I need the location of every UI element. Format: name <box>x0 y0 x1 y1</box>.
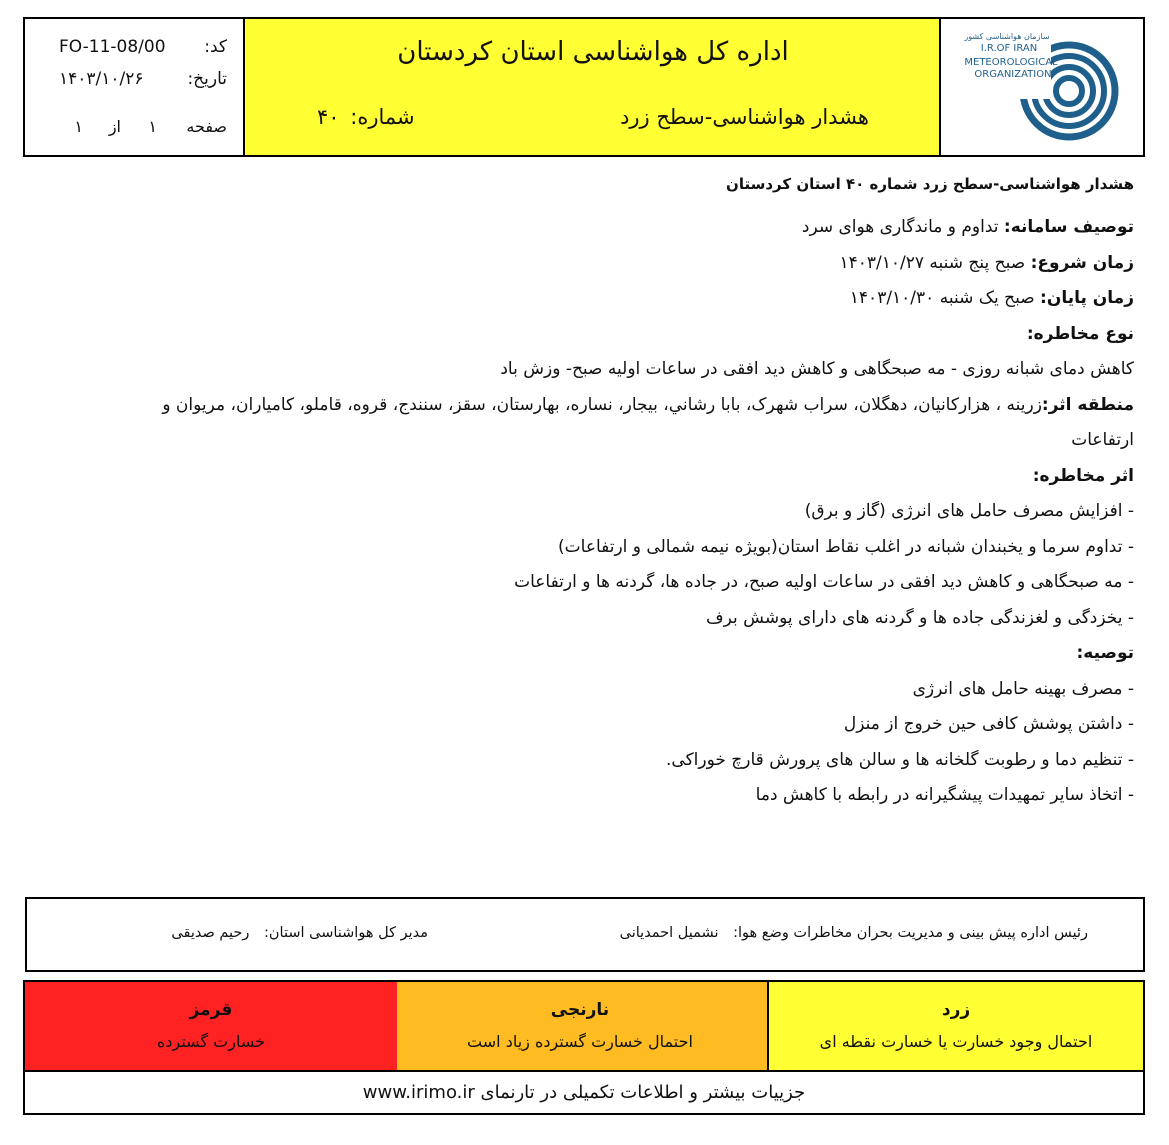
director-signature <box>171 925 428 941</box>
warning-headline: هشدار هواشناسی-سطح زرد شماره ۴۰ استان کردستان <box>726 175 1134 193</box>
start-line <box>30 246 1134 282</box>
logo-spiral-icon <box>941 19 1143 155</box>
advice-item: - داشتن پوشش کافی حین خروج از منزل <box>843 714 1134 734</box>
area-value: زرینه ، هزارکانیان، دهگلان، سراب شهرک، بابا رشاني، بیجار، نساره، بهارستان، سقز، سنندج، قروه، قاملو، کامیاران، مریوان و <box>162 394 1042 415</box>
advice-label: توصیه: <box>1076 643 1134 663</box>
legend-orange-desc: احتمال خسارت گسترده زیاد است <box>467 1032 693 1051</box>
website-footer: جزییات بیشتر و اطلاعات تکمیلی در تارنمای www.irimo.ir <box>362 1082 806 1103</box>
system-value: تداوم و ماندگاری هوای سرد <box>801 217 1004 237</box>
impact-item: - افزایش مصرف حامل های انرژی (گاز و برق) <box>804 501 1134 521</box>
date-label: تاریخ: <box>187 69 227 89</box>
area-line <box>30 388 1134 424</box>
advice-item: - اتخاذ سایر تمهیدات پیشگیرانه در رابطه با کاهش دما <box>755 785 1134 805</box>
page-label: صفحه <box>186 117 227 136</box>
system-label: توصیف سامانه: <box>1003 217 1134 237</box>
doc-subtitle: هشدار هواشناسی-سطح زرد <box>620 105 869 129</box>
legend-yellow <box>769 982 1143 1072</box>
area-line-continued: ارتفاعات <box>1071 430 1134 450</box>
code-label: کد: <box>204 37 227 57</box>
impact-item: - تداوم سرما و یخبندان شبانه در اغلب نقاط استان(بویژه نیمه شمالی و ارتفاعات) <box>558 536 1134 557</box>
page-of: از <box>108 117 121 136</box>
date-value: ۱۴۰۳/۱۰/۲۶ <box>59 69 144 89</box>
logo-line1: I.R.OF IRAN <box>980 43 1038 54</box>
meteorological-organization-logo <box>941 19 1143 155</box>
doc-number <box>313 105 415 129</box>
start-value: صبح پنج شنبه ۱۴۰۳/۱۰/۲۷ <box>839 252 1031 273</box>
impact-label: اثر مخاطره: <box>1032 465 1134 486</box>
impact-item: - مه صبحگاهی و کاهش دید افقی در ساعات اولیه صبح، در جاده ها، گردنه ها و ارتفاعات <box>514 572 1134 592</box>
logo-line2: METEOROLOGICAL <box>964 57 1058 68</box>
legend-orange <box>391 982 769 1072</box>
signature-box <box>25 897 1145 972</box>
legend-yellow-desc: احتمال وجود خسارت یا خسارت نقطه ای <box>819 1032 1093 1051</box>
impact-item: - یخزدگی و لغزندگی جاده ها و گردنه های دارای پوشش برف <box>706 607 1134 628</box>
page-current: ۱ <box>148 117 157 136</box>
hazard-type-label: نوع مخاطره: <box>1026 323 1134 344</box>
legend-red <box>25 982 397 1072</box>
code-value: FO-11-08/00 <box>59 37 166 57</box>
number-label: شماره: <box>350 105 415 129</box>
director-title: مدیر کل هواشناسی استان: <box>264 925 428 941</box>
legend-yellow-title: زرد <box>941 1000 971 1020</box>
hazard-type-value: کاهش دمای شبانه روزی - مه صبحگاهی و کاهش دید افقی در ساعات اولیه صبح- وزش باد <box>500 359 1134 379</box>
legend-red-desc: خسارت گسترده <box>157 1032 265 1051</box>
legend-orange-title: نارنجی <box>550 1000 610 1020</box>
system-line <box>30 210 1134 246</box>
director-name: رحیم صدیقی <box>171 925 250 941</box>
header-title-panel <box>245 19 941 155</box>
document-header <box>23 17 1145 157</box>
org-title: اداره کل هواشناسی استان کردستان <box>397 37 789 67</box>
advice-item: - مصرف بهینه حامل های انرژی <box>912 678 1134 699</box>
forecast-head-name: نشمیل احمدیانی <box>619 925 719 941</box>
legend-red-title: قرمز <box>189 1000 233 1020</box>
logo-line3: ORGANIZATION <box>974 69 1052 80</box>
page-total: ۱ <box>74 117 83 136</box>
end-value: صبح یک شنبه ۱۴۰۳/۱۰/۳۰ <box>849 288 1041 308</box>
logo-text-fa: سازمان هواشناسی کشور <box>964 32 1050 41</box>
warning-level-legend <box>23 980 1145 1115</box>
advice-item: - تنظیم دما و رطوبت گلخانه ها و سالن های پرورش قارچ خوراکی. <box>666 749 1134 770</box>
end-line <box>30 281 1134 317</box>
document-meta <box>25 19 245 155</box>
forecast-head-title: رئیس اداره پیش بینی و مدیریت بحران مخاطرات وضع هوا: <box>733 925 1088 941</box>
forecast-head-signature <box>620 925 1088 941</box>
warning-body <box>30 172 1134 814</box>
end-label: زمان پایان: <box>1040 288 1134 308</box>
area-label: منطقه اثر: <box>1041 394 1134 415</box>
number-value: ۴۰ <box>317 105 340 129</box>
start-label: زمان شروع: <box>1030 252 1134 273</box>
